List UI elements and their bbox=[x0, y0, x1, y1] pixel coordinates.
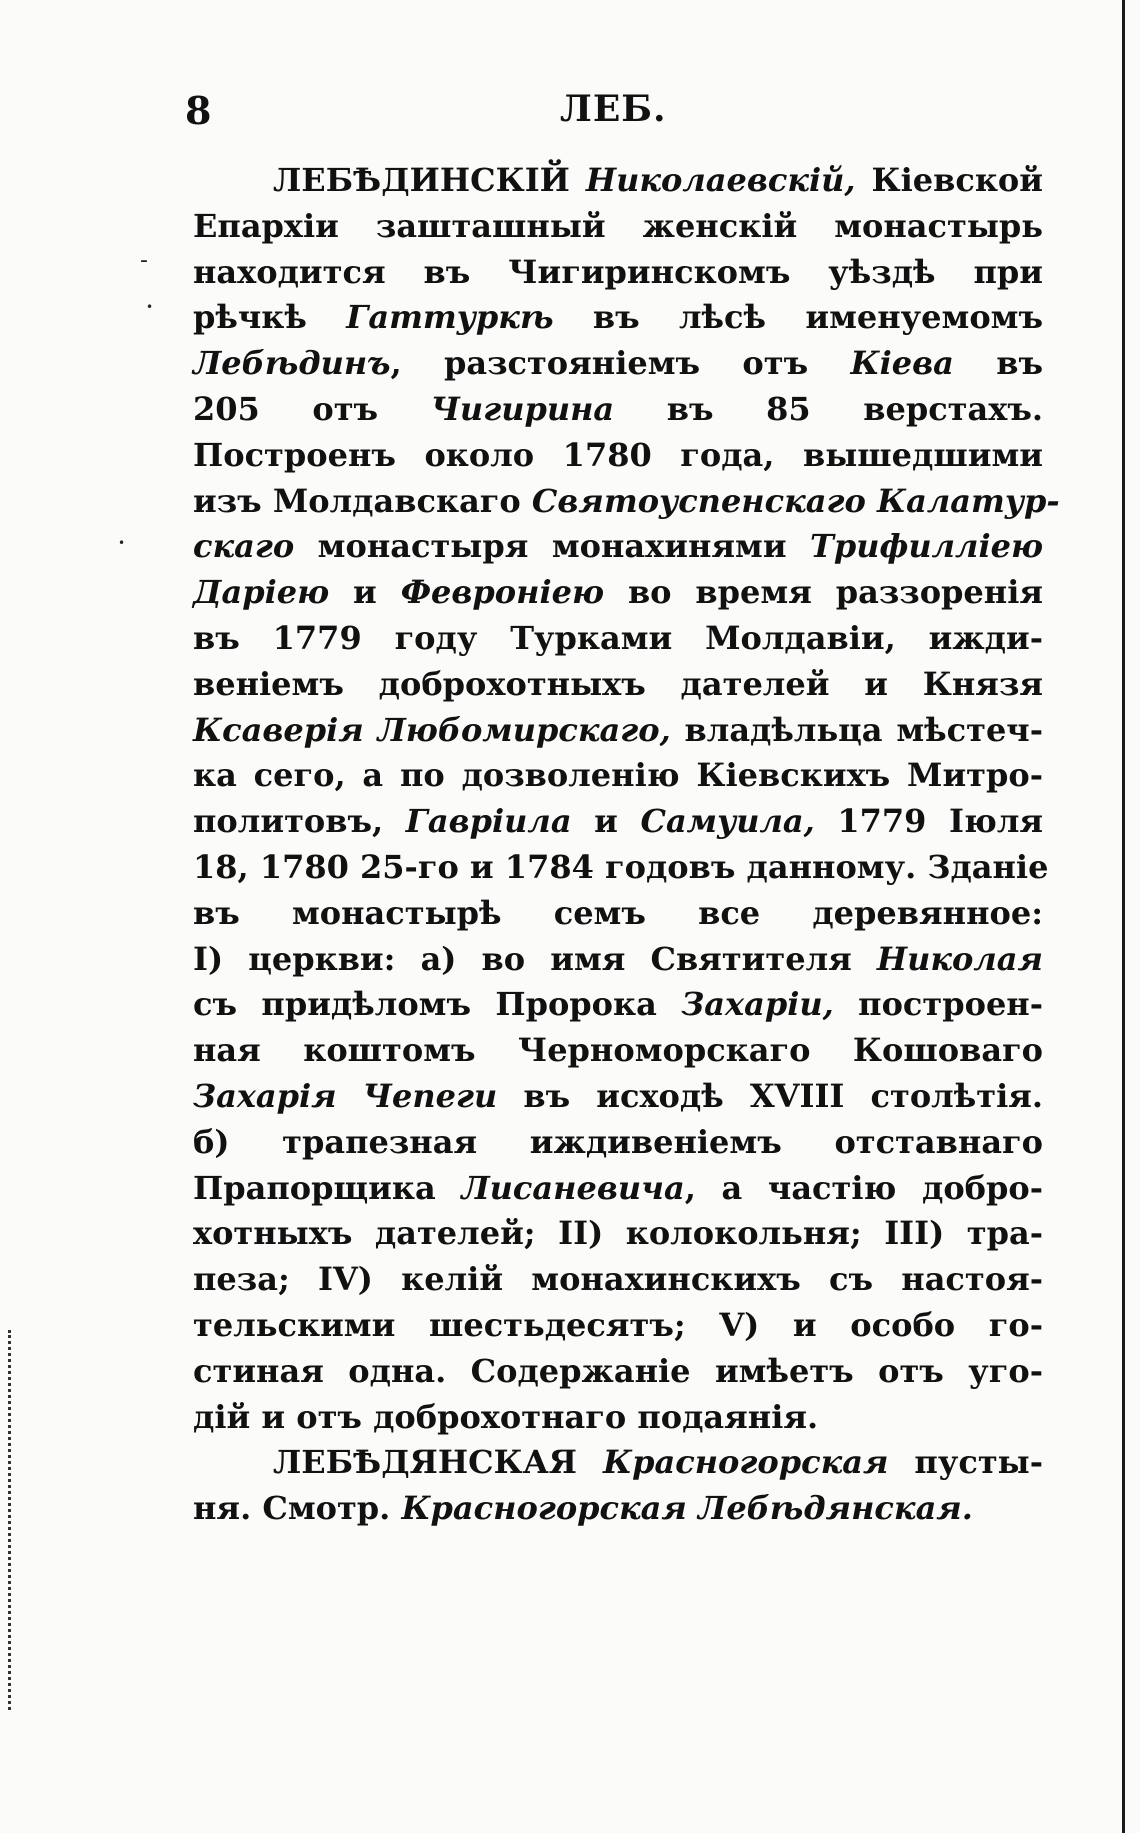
italic-text: Чигирина bbox=[430, 389, 615, 428]
text-run: ка сего, а по дозволенію Кіевскихъ Митро- bbox=[193, 756, 1043, 795]
text-run: владѣльца мѣстеч- bbox=[670, 710, 1043, 749]
text-run: въ 1779 году Турками Молдавіи, ижди- bbox=[193, 618, 1043, 657]
text-line bbox=[193, 845, 1049, 891]
text-run: ЛЕБѢДИНСКІЙ bbox=[273, 161, 586, 199]
gutter-marks bbox=[8, 1330, 15, 1710]
text-run: пусты- bbox=[888, 1443, 1044, 1482]
page-edge-shadow bbox=[1122, 0, 1125, 1833]
italic-text: Красногорская bbox=[602, 1443, 889, 1482]
text-line bbox=[193, 1395, 1043, 1441]
text-run: 1779 Іюля bbox=[814, 802, 1044, 841]
italic-text: Николаевскій, bbox=[585, 161, 856, 199]
text-line bbox=[193, 616, 1043, 662]
text-run: рѣчкѣ bbox=[193, 298, 347, 337]
text-run: въ исходѣ XVIII столѣтія. bbox=[497, 1076, 1044, 1115]
text-run: въ 85 верстахъ. bbox=[614, 389, 1044, 428]
text-line bbox=[193, 158, 1043, 204]
text-run: Построенъ около 1780 года, вышедшими bbox=[193, 435, 1043, 474]
text-run: веніемъ доброхотныхъ дателей и Князя bbox=[193, 664, 1043, 703]
italic-text: Кіева bbox=[850, 344, 954, 383]
italic-text: Даріею bbox=[193, 573, 330, 612]
text-line bbox=[193, 1440, 1043, 1486]
page-number: 8 bbox=[185, 88, 212, 133]
text-run: и bbox=[329, 573, 401, 612]
text-line bbox=[193, 982, 1043, 1028]
italic-text: Самуила, bbox=[640, 802, 815, 841]
text-run: политовъ, bbox=[193, 802, 406, 841]
text-line bbox=[193, 524, 1043, 570]
text-run: б) трапезная иждивеніемъ отставнаго bbox=[193, 1122, 1043, 1161]
italic-text: Николая bbox=[876, 939, 1043, 978]
italic-text: Святоуспенскаго Калатур- bbox=[531, 481, 1060, 520]
italic-text: Лебѣдинъ bbox=[193, 344, 391, 383]
text-run: ная коштомъ Черноморскаго Кошоваго bbox=[193, 1031, 1043, 1070]
text-run: въ лѣсѣ именуемомъ bbox=[553, 298, 1043, 337]
text-run: 205 отъ bbox=[193, 389, 431, 428]
text-run: , а частію добро- bbox=[684, 1168, 1044, 1207]
text-run: во время раззоренія bbox=[604, 573, 1044, 612]
text-line bbox=[193, 1120, 1043, 1166]
text-run: 18, 1780 25-го и 1784 годовъ данному. Зданіе bbox=[193, 847, 1049, 886]
italic-text: Трифилліею bbox=[810, 527, 1043, 566]
text-run: съ придѣломъ Пророка bbox=[193, 985, 682, 1024]
text-line bbox=[193, 799, 1043, 845]
text-line bbox=[193, 433, 1043, 479]
text-line bbox=[193, 1166, 1043, 1212]
italic-text: Захаріи, bbox=[681, 985, 834, 1024]
text-line bbox=[193, 204, 1043, 250]
text-line bbox=[193, 1074, 1043, 1120]
text-run: изъ Молдавскаго bbox=[193, 481, 532, 520]
running-head: ЛЕБ. bbox=[560, 88, 667, 130]
text-line bbox=[193, 1486, 1043, 1532]
page-header bbox=[0, 88, 1140, 138]
text-run: построен- bbox=[833, 985, 1043, 1024]
italic-text: скаго bbox=[193, 527, 295, 566]
dictionary-entry bbox=[193, 158, 1060, 1440]
dictionary-entry bbox=[193, 1440, 1043, 1532]
text-run: ЛЕБѢДЯНСКАЯ bbox=[273, 1443, 603, 1482]
text-run: монастыря монахинями bbox=[294, 527, 811, 566]
text-line bbox=[193, 1349, 1043, 1395]
text-run: хотныхъ дателей; II) колокольня; III) тра- bbox=[193, 1214, 1043, 1253]
text-line bbox=[193, 753, 1043, 799]
text-line bbox=[193, 1211, 1043, 1257]
margin-mark: - bbox=[140, 248, 148, 273]
italic-text: Лисаневича bbox=[461, 1168, 685, 1207]
text-line bbox=[193, 570, 1043, 616]
text-line bbox=[193, 1028, 1043, 1074]
text-run: I) церкви: а) во имя Святителя bbox=[193, 939, 877, 978]
body-text bbox=[193, 158, 1060, 1532]
italic-text: Гаттуркѣ bbox=[346, 298, 554, 337]
italic-text: Захарія Чепеги bbox=[193, 1076, 498, 1115]
text-line bbox=[193, 708, 1043, 754]
italic-text: Красногорская Лебѣдянская. bbox=[401, 1489, 973, 1528]
text-run: въ bbox=[953, 344, 1044, 383]
text-run: Прапорщика bbox=[193, 1168, 462, 1207]
text-run: ня. Смотр. bbox=[193, 1489, 402, 1528]
text-run: пеза; IV) келій монахинскихъ съ настоя- bbox=[193, 1260, 1043, 1299]
text-run: въ монастырѣ семъ все деревянное: bbox=[193, 893, 1043, 932]
text-run: , разстояніемъ отъ bbox=[390, 344, 851, 383]
text-line bbox=[193, 387, 1043, 433]
text-line bbox=[193, 937, 1043, 983]
margin-mark: • bbox=[146, 300, 154, 314]
italic-text: Ксаверія Любомирскаго, bbox=[193, 710, 671, 749]
italic-text: Гавріила bbox=[405, 802, 572, 841]
text-run: стиная одна. Содержаніе имѣетъ отъ уго- bbox=[193, 1351, 1043, 1390]
text-run: дій и отъ доброхотнаго подаянія. bbox=[193, 1397, 819, 1436]
text-line bbox=[193, 341, 1043, 387]
text-run: Кіевской bbox=[855, 161, 1044, 199]
text-line bbox=[193, 1257, 1043, 1303]
text-line bbox=[193, 250, 1043, 296]
text-run: тельскими шестьдесятъ; V) и особо го- bbox=[193, 1305, 1043, 1344]
text-line bbox=[193, 479, 1060, 525]
text-line bbox=[193, 891, 1043, 937]
text-run: и bbox=[571, 802, 641, 841]
text-line bbox=[193, 295, 1043, 341]
italic-text: Февроніею bbox=[400, 573, 605, 612]
text-line bbox=[193, 662, 1043, 708]
margin-mark: • bbox=[118, 536, 126, 550]
text-line bbox=[193, 1303, 1043, 1349]
text-run: Епархіи зашташный женскій монастырь bbox=[193, 206, 1043, 245]
text-run: находится въ Чигиринскомъ уѣздѣ при bbox=[193, 252, 1043, 291]
